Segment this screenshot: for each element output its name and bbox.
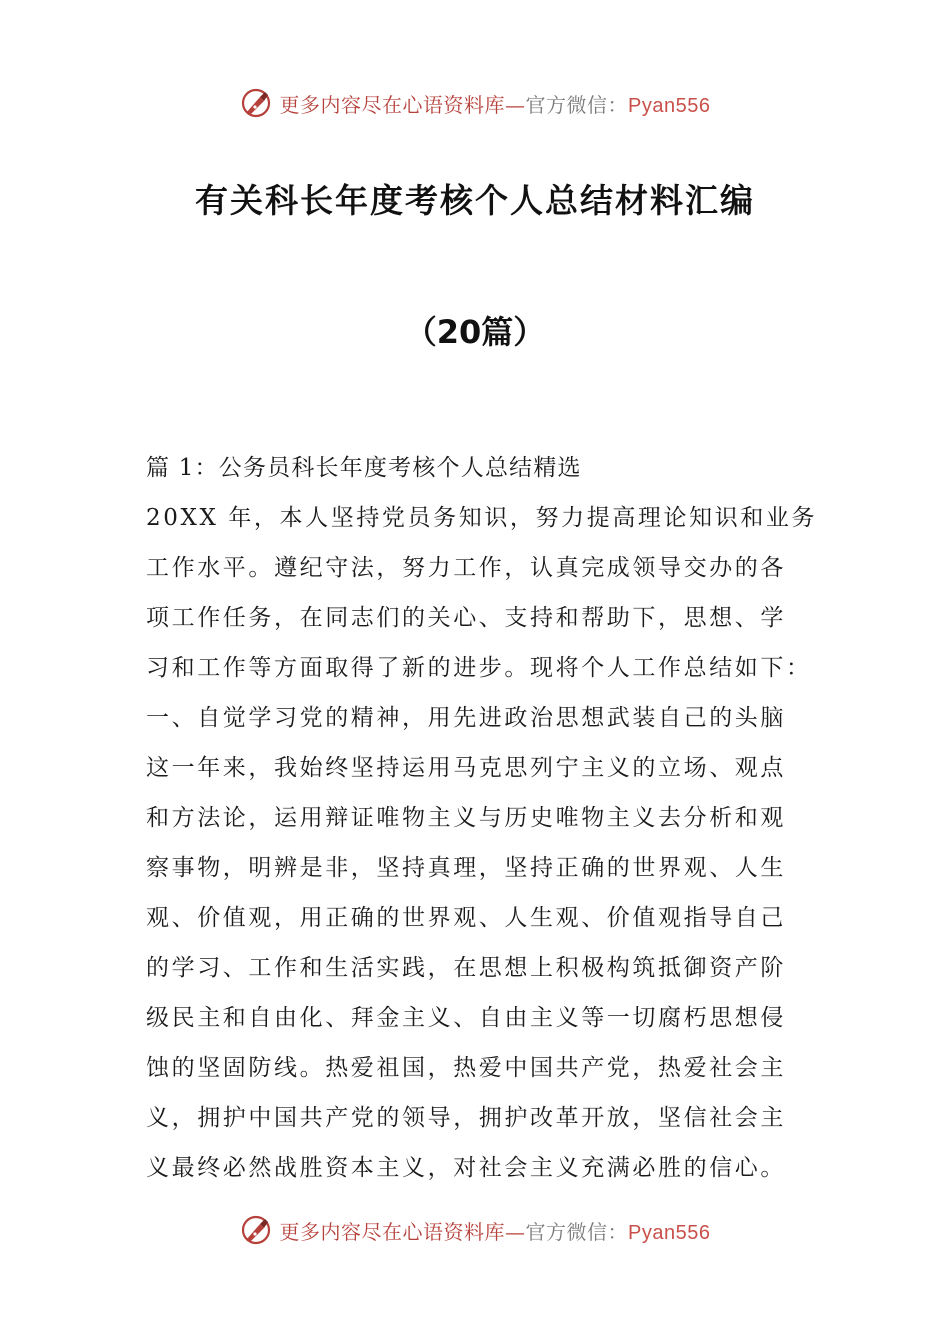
header-wechat-id: Pyan556	[628, 94, 711, 117]
pen-nib-logo-icon	[240, 87, 272, 119]
body-line: 观、价值观，用正确的世界观、人生观、价值观指导自己	[146, 905, 786, 931]
body-line: 蚀的坚固防线。热爱祖国，热爱中国共产党，热爱社会主	[146, 1055, 786, 1081]
body-line: 20XX 年，本人坚持党员务知识，努力提高理论知识和业务	[146, 505, 818, 531]
header-brand-name: 更多内容尽在心语资料库—	[279, 92, 526, 117]
body-line: 习和工作等方面取得了新的进步。现将个人工作总结如下：	[146, 655, 812, 681]
section-heading: 篇 1：公务员科长年度考核个人总结精选	[146, 455, 582, 481]
body-line: 义最终必然战胜资本主义，对社会主义充满必胜的信心。	[146, 1155, 786, 1181]
header-wechat-label: 官方微信：	[525, 92, 629, 117]
body-line: 这一年来，我始终坚持运用马克思列宁主义的立场、观点	[146, 755, 786, 781]
header-brand-banner	[0, 83, 950, 123]
document-body	[146, 443, 818, 1193]
footer-wechat-id: Pyan556	[628, 1221, 711, 1244]
document-subtitle: （20篇）	[404, 313, 546, 351]
document-title: 有关科长年度考核个人总结材料汇编	[195, 181, 755, 220]
body-line: 的学习、工作和生活实践，在思想上积极构筑抵御资产阶	[146, 955, 786, 981]
body-line: 察事物，明辨是非，坚持真理，坚持正确的世界观、人生	[146, 855, 786, 881]
body-line: 和方法论，运用辩证唯物主义与历史唯物主义去分析和观	[146, 805, 786, 831]
pen-nib-logo-icon	[240, 1214, 272, 1246]
body-line: 项工作任务，在同志们的关心、支持和帮助下，思想、学	[146, 605, 786, 631]
body-line: 工作水平。遵纪守法，努力工作，认真完成领导交办的各	[146, 555, 786, 581]
subsection-heading: 一、自觉学习党的精神，用先进政治思想武装自己的头脑	[146, 705, 786, 731]
footer-brand-text	[280, 1216, 711, 1245]
header-brand-text	[280, 89, 711, 118]
body-line: 义，拥护中国共产党的领导，拥护改革开放，坚信社会主	[146, 1105, 786, 1131]
footer-brand-name: 更多内容尽在心语资料库—	[279, 1219, 526, 1244]
footer-brand-banner	[0, 1210, 950, 1250]
footer-wechat-label: 官方微信：	[525, 1219, 629, 1244]
body-line: 级民主和自由化、拜金主义、自由主义等一切腐朽思想侵	[146, 1005, 786, 1031]
